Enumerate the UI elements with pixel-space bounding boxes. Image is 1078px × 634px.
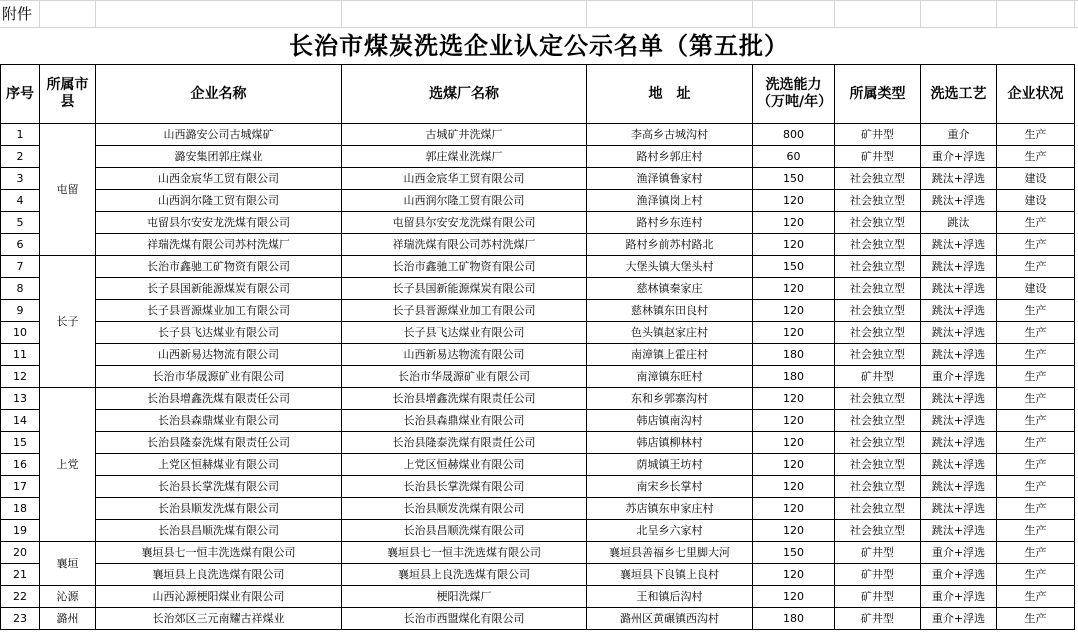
cell-no[interactable]: 15: [1, 432, 40, 454]
gridline: [834, 0, 835, 28]
cell-type[interactable]: 社会独立型: [835, 520, 921, 542]
cell-no[interactable]: 5: [1, 212, 40, 234]
cell-process[interactable]: 跳汰+浮选: [921, 498, 997, 520]
cell-capacity[interactable]: 120: [753, 564, 835, 586]
cell-company[interactable]: 山西沁源梗阳煤业有限公司: [96, 586, 342, 608]
cell-address[interactable]: 路村乡郭庄村: [587, 146, 753, 168]
cell-capacity[interactable]: 120: [753, 586, 835, 608]
cell-status[interactable]: 生产: [997, 586, 1075, 608]
cell-company[interactable]: 上党区恒赫煤业有限公司: [96, 454, 342, 476]
cell-status[interactable]: 生产: [997, 564, 1075, 586]
cell-plant[interactable]: 长治市华晟源矿业有限公司: [342, 366, 587, 388]
cell-address[interactable]: 色头镇赵家庄村: [587, 322, 753, 344]
cell-type[interactable]: 社会独立型: [835, 322, 921, 344]
cell-company[interactable]: 长治县森鼎煤业有限公司: [96, 410, 342, 432]
cell-type[interactable]: 社会独立型: [835, 432, 921, 454]
cell-status[interactable]: 生产: [997, 542, 1075, 564]
cell-plant[interactable]: 梗阳洗煤厂: [342, 586, 587, 608]
cell-capacity[interactable]: 60: [753, 146, 835, 168]
table-row: [1, 212, 1075, 234]
cell-county[interactable]: 沁源: [40, 586, 96, 608]
cell-company[interactable]: 长治县顺发洗煤有限公司: [96, 498, 342, 520]
cell-no[interactable]: 19: [1, 520, 40, 542]
cell-no[interactable]: 1: [1, 124, 40, 146]
cell-capacity[interactable]: 120: [753, 212, 835, 234]
cell-address[interactable]: 南漳镇上霍庄村: [587, 344, 753, 366]
gridline: [752, 0, 753, 28]
cell-county[interactable]: 潞州: [40, 608, 96, 630]
cell-no[interactable]: 17: [1, 476, 40, 498]
cell-address[interactable]: 北呈乡六家村: [587, 520, 753, 542]
cell-company[interactable]: 山西金宸华工贸有限公司: [96, 168, 342, 190]
gridline: [920, 0, 921, 28]
cell-process[interactable]: 跳汰+浮选: [921, 454, 997, 476]
table-row: [1, 234, 1075, 256]
cell-plant[interactable]: 上党区恒赫煤业有限公司: [342, 454, 587, 476]
cell-status[interactable]: 生产: [997, 476, 1075, 498]
cell-county[interactable]: 屯留: [40, 124, 96, 256]
cell-capacity[interactable]: 120: [753, 410, 835, 432]
table-row: [1, 586, 1075, 608]
cell-process[interactable]: 重介+浮选: [921, 608, 997, 630]
cell-status[interactable]: 生产: [997, 410, 1075, 432]
cell-company[interactable]: 长治市华晟源矿业有限公司: [96, 366, 342, 388]
cell-process[interactable]: 跳汰+浮选: [921, 300, 997, 322]
cell-status[interactable]: 生产: [997, 520, 1075, 542]
cell-type[interactable]: 社会独立型: [835, 454, 921, 476]
table-row: [1, 322, 1075, 344]
cell-county[interactable]: 襄垣: [40, 542, 96, 586]
table-row: [1, 300, 1075, 322]
cell-type[interactable]: 矿井型: [835, 608, 921, 630]
cell-capacity[interactable]: 120: [753, 498, 835, 520]
cell-address[interactable]: 韩店镇柳林村: [587, 432, 753, 454]
cell-plant[interactable]: 长治县昌顺洗煤有限公司: [342, 520, 587, 542]
cell-process[interactable]: 跳汰+浮选: [921, 476, 997, 498]
table-row: [1, 608, 1075, 630]
cell-capacity[interactable]: 150: [753, 256, 835, 278]
cell-capacity[interactable]: 180: [753, 608, 835, 630]
cell-plant[interactable]: 郭庄煤业洗煤厂: [342, 146, 587, 168]
cell-type[interactable]: 社会独立型: [835, 190, 921, 212]
cell-status[interactable]: 生产: [997, 322, 1075, 344]
cell-no[interactable]: 13: [1, 388, 40, 410]
cell-no[interactable]: 3: [1, 168, 40, 190]
header-no[interactable]: 序号: [1, 65, 40, 124]
cell-capacity[interactable]: 120: [753, 300, 835, 322]
header-plant[interactable]: 选煤厂名称: [342, 65, 587, 124]
cell-plant[interactable]: 长治市西盟煤化有限公司: [342, 608, 587, 630]
cell-no[interactable]: 20: [1, 542, 40, 564]
table-row: [1, 146, 1075, 168]
cell-status[interactable]: 生产: [997, 498, 1075, 520]
cell-plant[interactable]: 山西金宸华工贸有限公司: [342, 168, 587, 190]
cell-company[interactable]: 长治县隆泰洗煤有限责任公司: [96, 432, 342, 454]
cell-company[interactable]: 长子县飞达煤业有限公司: [96, 322, 342, 344]
cell-no[interactable]: 11: [1, 344, 40, 366]
cell-no[interactable]: 16: [1, 454, 40, 476]
cell-no[interactable]: 7: [1, 256, 40, 278]
cell-address[interactable]: 潞州区黄碾镇西沟村: [587, 608, 753, 630]
header-row: [1, 65, 1075, 124]
cell-process[interactable]: 跳汰+浮选: [921, 190, 997, 212]
cell-company[interactable]: 襄垣县上良洗选煤有限公司: [96, 564, 342, 586]
cell-capacity[interactable]: 150: [753, 168, 835, 190]
cell-address[interactable]: 襄垣县善福乡七里脚大河: [587, 542, 753, 564]
cell-type[interactable]: 矿井型: [835, 564, 921, 586]
cell-type[interactable]: 社会独立型: [835, 212, 921, 234]
header-status[interactable]: 企业状况: [997, 65, 1075, 124]
table-row: [1, 520, 1075, 542]
cell-no[interactable]: 22: [1, 586, 40, 608]
cell-no[interactable]: 21: [1, 564, 40, 586]
cell-address[interactable]: 大堡头镇大堡头村: [587, 256, 753, 278]
cell-status[interactable]: 生产: [997, 146, 1075, 168]
cell-plant[interactable]: 长治县长掌洗煤有限公司: [342, 476, 587, 498]
cell-capacity[interactable]: 120: [753, 322, 835, 344]
cell-capacity[interactable]: 120: [753, 520, 835, 542]
cell-company[interactable]: 襄垣县七一恒丰洗选煤有限公司: [96, 542, 342, 564]
cell-status[interactable]: 建设: [997, 278, 1075, 300]
cell-plant[interactable]: 长子县晋源煤业加工有限公司: [342, 300, 587, 322]
table-row: [1, 476, 1075, 498]
cell-plant[interactable]: 古城矿井洗煤厂: [342, 124, 587, 146]
cell-process[interactable]: 重介+浮选: [921, 366, 997, 388]
gridline: [341, 0, 342, 28]
cell-status[interactable]: 生产: [997, 234, 1075, 256]
cell-capacity[interactable]: 150: [753, 542, 835, 564]
cell-capacity[interactable]: 120: [753, 432, 835, 454]
cell-process[interactable]: 重介+浮选: [921, 542, 997, 564]
table-row: [1, 542, 1075, 564]
cell-type[interactable]: 社会独立型: [835, 168, 921, 190]
cell-address[interactable]: 荫城镇王坊村: [587, 454, 753, 476]
page-title: 长治市煤炭洗选企业认定公示名单（第五批）: [289, 32, 789, 60]
cell-address[interactable]: 王和镇后沟村: [587, 586, 753, 608]
cell-address[interactable]: 慈林镇东田良村: [587, 300, 753, 322]
cell-company[interactable]: 长治郊区三元南耀古祥煤业: [96, 608, 342, 630]
cell-company[interactable]: 长治县长掌洗煤有限公司: [96, 476, 342, 498]
cell-type[interactable]: 矿井型: [835, 586, 921, 608]
cell-type[interactable]: 社会独立型: [835, 410, 921, 432]
cell-no[interactable]: 2: [1, 146, 40, 168]
cell-company[interactable]: 长治市鑫驰工矿物资有限公司: [96, 256, 342, 278]
cell-status[interactable]: 生产: [997, 300, 1075, 322]
table-row: [1, 168, 1075, 190]
cell-no[interactable]: 4: [1, 190, 40, 212]
table-row: [1, 388, 1075, 410]
cell-plant[interactable]: 长治市鑫驰工矿物资有限公司: [342, 256, 587, 278]
cell-process[interactable]: 重介+浮选: [921, 564, 997, 586]
cell-type[interactable]: 矿井型: [835, 146, 921, 168]
cell-process[interactable]: 重介+浮选: [921, 146, 997, 168]
cell-type[interactable]: 矿井型: [835, 542, 921, 564]
cell-no[interactable]: 23: [1, 608, 40, 630]
table-row: [1, 564, 1075, 586]
cell-company[interactable]: 屯留县尔安安龙洗煤有限公司: [96, 212, 342, 234]
cell-status[interactable]: 生产: [997, 608, 1075, 630]
gridline: [39, 0, 40, 28]
table-row: [1, 432, 1075, 454]
cell-company[interactable]: 山西新易达物流有限公司: [96, 344, 342, 366]
cell-no[interactable]: 14: [1, 410, 40, 432]
cell-company[interactable]: 山西潞安公司古城煤矿: [96, 124, 342, 146]
cell-process[interactable]: 跳汰+浮选: [921, 388, 997, 410]
cell-process[interactable]: 跳汰+浮选: [921, 322, 997, 344]
cell-plant[interactable]: 襄垣县上良洗选煤有限公司: [342, 564, 587, 586]
cell-address[interactable]: 东和乡郭寨沟村: [587, 388, 753, 410]
cell-status[interactable]: 生产: [997, 432, 1075, 454]
header-address[interactable]: 地 址: [587, 65, 753, 124]
cell-status[interactable]: 生产: [997, 124, 1075, 146]
cell-type[interactable]: 社会独立型: [835, 256, 921, 278]
cell-no[interactable]: 9: [1, 300, 40, 322]
cell-type[interactable]: 矿井型: [835, 124, 921, 146]
table-row: [1, 256, 1075, 278]
cell-plant[interactable]: 山西润尔隆工贸有限公司: [342, 190, 587, 212]
table-body: [1, 124, 1075, 630]
cell-status[interactable]: 生产: [997, 454, 1075, 476]
cell-plant[interactable]: 长治县隆泰洗煤有限责任公司: [342, 432, 587, 454]
cell-plant[interactable]: 长治县增鑫洗煤有限责任公司: [342, 388, 587, 410]
cell-no[interactable]: 10: [1, 322, 40, 344]
header-type[interactable]: 所属类型: [835, 65, 921, 124]
cell-type[interactable]: 社会独立型: [835, 278, 921, 300]
header-company[interactable]: 企业名称: [96, 65, 342, 124]
cell-capacity[interactable]: 180: [753, 344, 835, 366]
gridline: [95, 0, 96, 28]
table-row: [1, 366, 1075, 388]
company-list-table: [0, 64, 1075, 630]
cell-no[interactable]: 8: [1, 278, 40, 300]
cell-company[interactable]: 祥瑞洗煤有限公司苏村洗煤厂: [96, 234, 342, 256]
cell-type[interactable]: 社会独立型: [835, 234, 921, 256]
cell-company[interactable]: 长子县晋源煤业加工有限公司: [96, 300, 342, 322]
cell-process[interactable]: 重介: [921, 124, 997, 146]
cell-no[interactable]: 6: [1, 234, 40, 256]
cell-process[interactable]: 跳汰+浮选: [921, 256, 997, 278]
cell-company[interactable]: 山西润尔隆工贸有限公司: [96, 190, 342, 212]
header-process[interactable]: 洗选工艺: [921, 65, 997, 124]
cell-plant[interactable]: 襄垣县七一恒丰洗选煤有限公司: [342, 542, 587, 564]
header-county[interactable]: 所属市县: [40, 65, 96, 124]
table-row: [1, 124, 1075, 146]
cell-status[interactable]: 生产: [997, 388, 1075, 410]
cell-capacity[interactable]: 800: [753, 124, 835, 146]
header-capacity[interactable]: 洗选能力（万吨/年）: [753, 65, 835, 124]
gridline: [0, 0, 1078, 1]
attachment-label: 附件: [2, 5, 33, 23]
cell-capacity[interactable]: 180: [753, 366, 835, 388]
cell-address[interactable]: 襄垣县下良镇上良村: [587, 564, 753, 586]
table-row: [1, 410, 1075, 432]
cell-process[interactable]: 跳汰+浮选: [921, 432, 997, 454]
cell-address[interactable]: 路村乡前苏村路北: [587, 234, 753, 256]
cell-county[interactable]: 长子: [40, 256, 96, 388]
cell-address[interactable]: 慈林镇秦家庄: [587, 278, 753, 300]
cell-company[interactable]: 潞安集团郭庄煤业: [96, 146, 342, 168]
cell-plant[interactable]: 山西新易达物流有限公司: [342, 344, 587, 366]
cell-status[interactable]: 生产: [997, 256, 1075, 278]
cell-plant[interactable]: 长子县飞达煤业有限公司: [342, 322, 587, 344]
cell-type[interactable]: 矿井型: [835, 366, 921, 388]
cell-address[interactable]: 苏店镇东申家庄村: [587, 498, 753, 520]
cell-status[interactable]: 生产: [997, 212, 1075, 234]
cell-address[interactable]: 路村乡东连村: [587, 212, 753, 234]
cell-address[interactable]: 南漳镇东旺村: [587, 366, 753, 388]
cell-address[interactable]: 南宋乡长掌村: [587, 476, 753, 498]
cell-no[interactable]: 18: [1, 498, 40, 520]
cell-no[interactable]: 12: [1, 366, 40, 388]
cell-capacity[interactable]: 120: [753, 278, 835, 300]
cell-capacity[interactable]: 120: [753, 388, 835, 410]
cell-plant[interactable]: 长治县森鼎煤业有限公司: [342, 410, 587, 432]
cell-status[interactable]: 生产: [997, 344, 1075, 366]
cell-status[interactable]: 建设: [997, 168, 1075, 190]
cell-process[interactable]: 跳汰+浮选: [921, 234, 997, 256]
cell-type[interactable]: 社会独立型: [835, 344, 921, 366]
table-row: [1, 454, 1075, 476]
cell-status[interactable]: 建设: [997, 190, 1075, 212]
cell-process[interactable]: 跳汰+浮选: [921, 168, 997, 190]
cell-process[interactable]: 跳汰+浮选: [921, 520, 997, 542]
cell-capacity[interactable]: 120: [753, 190, 835, 212]
cell-address[interactable]: 韩店镇南沟村: [587, 410, 753, 432]
cell-process[interactable]: 重介+浮选: [921, 586, 997, 608]
cell-type[interactable]: 社会独立型: [835, 300, 921, 322]
cell-process[interactable]: 跳汰: [921, 212, 997, 234]
cell-type[interactable]: 社会独立型: [835, 476, 921, 498]
cell-company[interactable]: 长治县昌顺洗煤有限公司: [96, 520, 342, 542]
cell-county[interactable]: 上党: [40, 388, 96, 542]
gridline: [996, 0, 997, 28]
cell-type[interactable]: 社会独立型: [835, 498, 921, 520]
cell-address[interactable]: 渔泽镇鲁家村: [587, 168, 753, 190]
cell-address[interactable]: 李高乡古城沟村: [587, 124, 753, 146]
cell-plant[interactable]: 祥瑞洗煤有限公司苏村洗煤厂: [342, 234, 587, 256]
gridline: [586, 0, 587, 28]
cell-status[interactable]: 生产: [997, 366, 1075, 388]
cell-company[interactable]: 长子县国新能源煤炭有限公司: [96, 278, 342, 300]
gridline: [1074, 0, 1075, 28]
cell-address[interactable]: 渔泽镇岗上村: [587, 190, 753, 212]
cell-process[interactable]: 跳汰+浮选: [921, 344, 997, 366]
cell-capacity[interactable]: 120: [753, 454, 835, 476]
table-row: [1, 498, 1075, 520]
table-row: [1, 190, 1075, 212]
cell-capacity[interactable]: 120: [753, 476, 835, 498]
cell-capacity[interactable]: 120: [753, 234, 835, 256]
cell-process[interactable]: 跳汰+浮选: [921, 278, 997, 300]
table-row: [1, 278, 1075, 300]
cell-plant[interactable]: 长子县国新能源煤炭有限公司: [342, 278, 587, 300]
cell-plant[interactable]: 屯留县尔安安龙洗煤有限公司: [342, 212, 587, 234]
cell-type[interactable]: 社会独立型: [835, 388, 921, 410]
table-row: [1, 344, 1075, 366]
cell-plant[interactable]: 长治县顺发洗煤有限公司: [342, 498, 587, 520]
cell-company[interactable]: 长治县增鑫洗煤有限责任公司: [96, 388, 342, 410]
cell-process[interactable]: 跳汰+浮选: [921, 410, 997, 432]
